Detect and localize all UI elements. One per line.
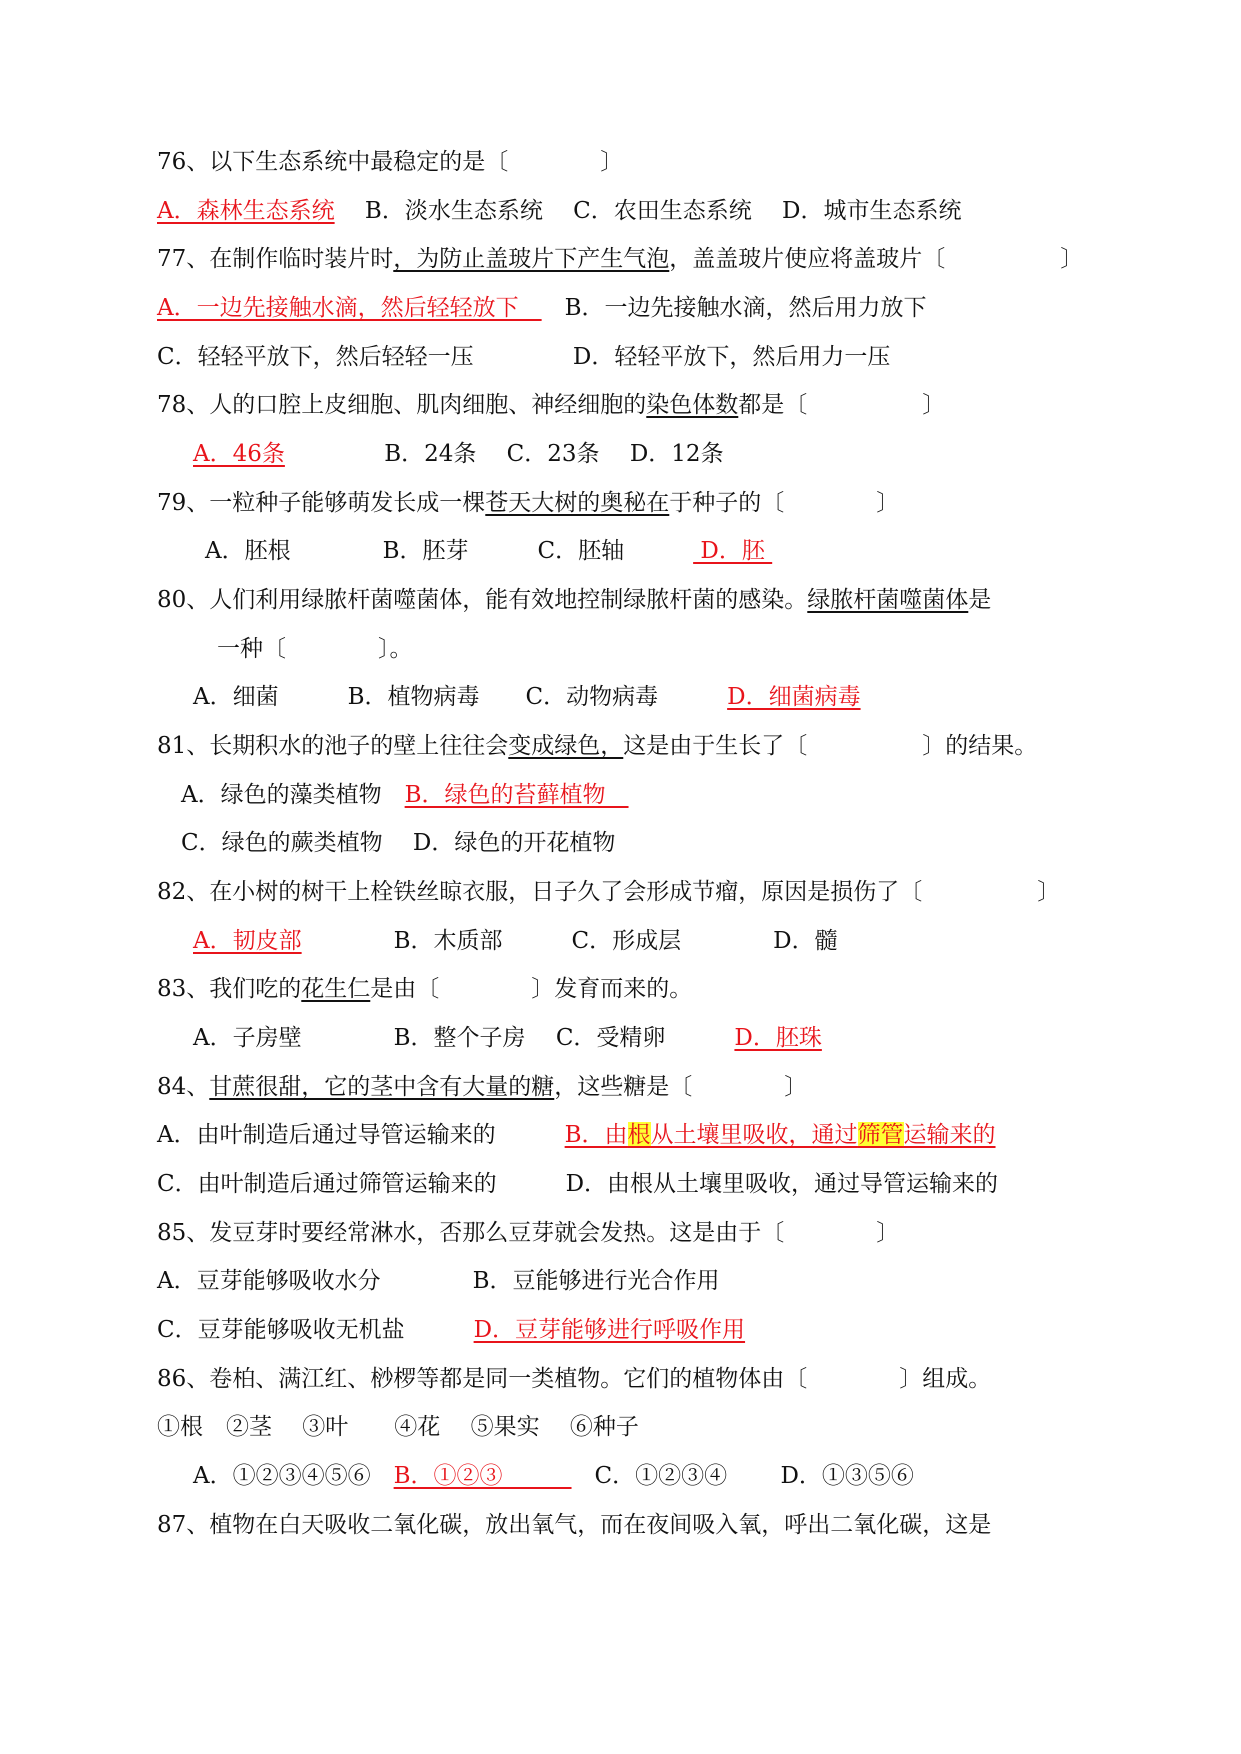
answer-text: D．胚: [693, 538, 773, 564]
answer-text: 根: [627, 1122, 651, 1148]
question-text: 80、人们利用绿脓杆菌噬菌体，能有效地控制绿脓杆菌的感染。: [157, 587, 808, 613]
answer-text: D．胚珠: [734, 1025, 822, 1051]
text-line-q84: [157, 1072, 807, 1102]
text-line-q84-opts2: [157, 1169, 998, 1199]
question-text: C．①②③④ D．①③⑤⑥: [571, 1463, 914, 1489]
text-line-q85: [157, 1218, 899, 1248]
text-line-q84-opts1: [157, 1120, 996, 1150]
question-text: 81、长期积水的池子的壁上往往会: [157, 733, 509, 759]
question-text: A．①②③④⑤⑥: [193, 1463, 394, 1489]
question-text: 86、卷柏、满江红、桫椤等都是同一类植物。它们的植物体由〔 〕组成。: [157, 1366, 992, 1392]
question-text: ，为防止盖玻片下产生气泡: [393, 246, 670, 272]
answer-text: 筛管: [857, 1122, 904, 1148]
question-text: 83、我们吃的: [157, 976, 302, 1002]
question-text: 87、植物在白天吸收二氧化碳，放出氧气，而在夜间吸入氧，呼出二氧化碳，这是: [157, 1512, 992, 1538]
question-text: 苍天大树的奥秘在: [485, 490, 670, 516]
question-text: 84、: [157, 1074, 210, 1100]
question-text: 85、发豆芽时要经常淋水，否那么豆芽就会发热。这是由于〔 〕: [157, 1220, 900, 1246]
question-text: A．绿色的藻类植物: [181, 782, 405, 808]
question-text: 76、以下生态系统中最稳定的是〔 〕: [157, 149, 624, 175]
question-text: 是由〔 〕发育而来的。: [370, 976, 693, 1002]
text-line-q76-opts: [157, 196, 962, 226]
text-line-q87: [157, 1510, 991, 1540]
text-line-q85-opts1: [157, 1266, 720, 1296]
text-line-q77-opts1: [157, 293, 927, 323]
text-line-q83-opts: [193, 1023, 822, 1053]
question-text: A．豆芽能够吸收水分 B．豆能够进行光合作用: [157, 1268, 720, 1294]
text-line-q85-opts2: [157, 1315, 745, 1345]
text-line-q86: [157, 1364, 991, 1394]
text-line-q83: [157, 974, 692, 1004]
question-text: 这是由于生长了〔 〕的结果。: [623, 733, 1038, 759]
text-line-q82-opts: [193, 926, 838, 956]
question-text: 一种〔 〕。: [217, 636, 413, 662]
question-text: 78、人的口腔上皮细胞、肌肉细胞、神经细胞的: [157, 392, 647, 418]
question-text: A．子房壁 B．整个子房 C．受精卵: [193, 1025, 735, 1051]
question-text: 绿脓杆菌噬菌体: [807, 587, 969, 613]
question-text: 是: [968, 587, 992, 613]
question-text: ，盖盖玻片使应将盖玻片〔 〕: [669, 246, 1084, 272]
answer-text: B．绿色的苔藓植物: [404, 782, 629, 808]
question-text: ，这些糖是〔 〕: [554, 1074, 808, 1100]
text-line-q77: [157, 244, 1083, 274]
answer-text: 从土壤里吸收，通过: [650, 1122, 858, 1148]
text-line-q80-cont: [217, 634, 413, 664]
answer-text: D．细菌病毒: [727, 684, 861, 710]
question-text: C．轻轻平放下，然后轻轻一压 D．轻轻平放下，然后用力一压: [157, 344, 891, 370]
text-line-q77-opts2: [157, 342, 890, 372]
answer-text: B．①②③: [393, 1463, 572, 1489]
text-line-q78-opts: [193, 439, 724, 469]
question-text: C．豆芽能够吸收无机盐: [157, 1317, 474, 1343]
answer-text: B．由: [564, 1122, 628, 1148]
question-text: B．24条 C．23条 D．12条: [284, 441, 724, 467]
question-text: A．由叶制造后通过导管运输来的: [157, 1122, 565, 1148]
text-line-q76: [157, 147, 623, 177]
question-text: B．淡水生态系统 C．农田生态系统 D．城市生态系统: [334, 198, 962, 224]
question-text: 花生仁: [301, 976, 371, 1002]
question-text: C．绿色的蕨类植物 D．绿色的开花植物: [181, 830, 616, 856]
question-text: A．细菌 B．植物病毒 C．动物病毒: [193, 684, 728, 710]
text-line-q82: [157, 877, 1060, 907]
question-text: C．由叶制造后通过筛管运输来的 D．由根从土壤里吸收，通过导管运输来的: [157, 1171, 999, 1197]
question-text: 都是〔 〕: [738, 392, 946, 418]
answer-text: A．46条: [193, 441, 285, 467]
question-text: B．一边先接触水滴，然后用力放下: [541, 295, 927, 321]
text-line-q78: [157, 390, 945, 420]
question-text: 于种子的〔 〕: [669, 490, 900, 516]
question-text: 染色体数: [646, 392, 739, 418]
text-line-q81-opts2: [181, 828, 615, 858]
text-line-q80: [157, 585, 991, 615]
text-line-q79-opts: [205, 536, 772, 566]
question-text: A．胚根 B．胚芽 C．胚轴: [205, 538, 694, 564]
question-text: 变成绿色，: [508, 733, 624, 759]
question-text: ①根 ②茎 ③叶 ④花 ⑤果实 ⑥种子: [157, 1414, 639, 1440]
text-line-q81: [157, 731, 1037, 761]
question-text: B．木质部 C．形成层 D．髓: [301, 928, 838, 954]
text-line-q86-opts: [193, 1461, 914, 1491]
answer-text: A．一边先接触水滴，然后轻轻放下: [157, 295, 542, 321]
text-line-q86-items: [157, 1412, 639, 1442]
question-text: 79、一粒种子能够萌发长成一棵: [157, 490, 486, 516]
question-text: 77、在制作临时装片时: [157, 246, 394, 272]
answer-text: A．森林生态系统: [157, 198, 335, 224]
text-line-q80-opts: [193, 682, 861, 712]
question-text: 82、在小树的树干上栓铁丝晾衣服，日子久了会形成节瘤，原因是损伤了〔 〕: [157, 879, 1061, 905]
text-line-q81-opts1: [181, 780, 629, 810]
text-line-q79: [157, 488, 899, 518]
answer-text: D．豆芽能够进行呼吸作用: [473, 1317, 746, 1343]
answer-text: 运输来的: [903, 1122, 996, 1148]
answer-text: A．韧皮部: [193, 928, 302, 954]
question-text: 甘蔗很甜，它的茎中含有大量的糖: [209, 1074, 555, 1100]
